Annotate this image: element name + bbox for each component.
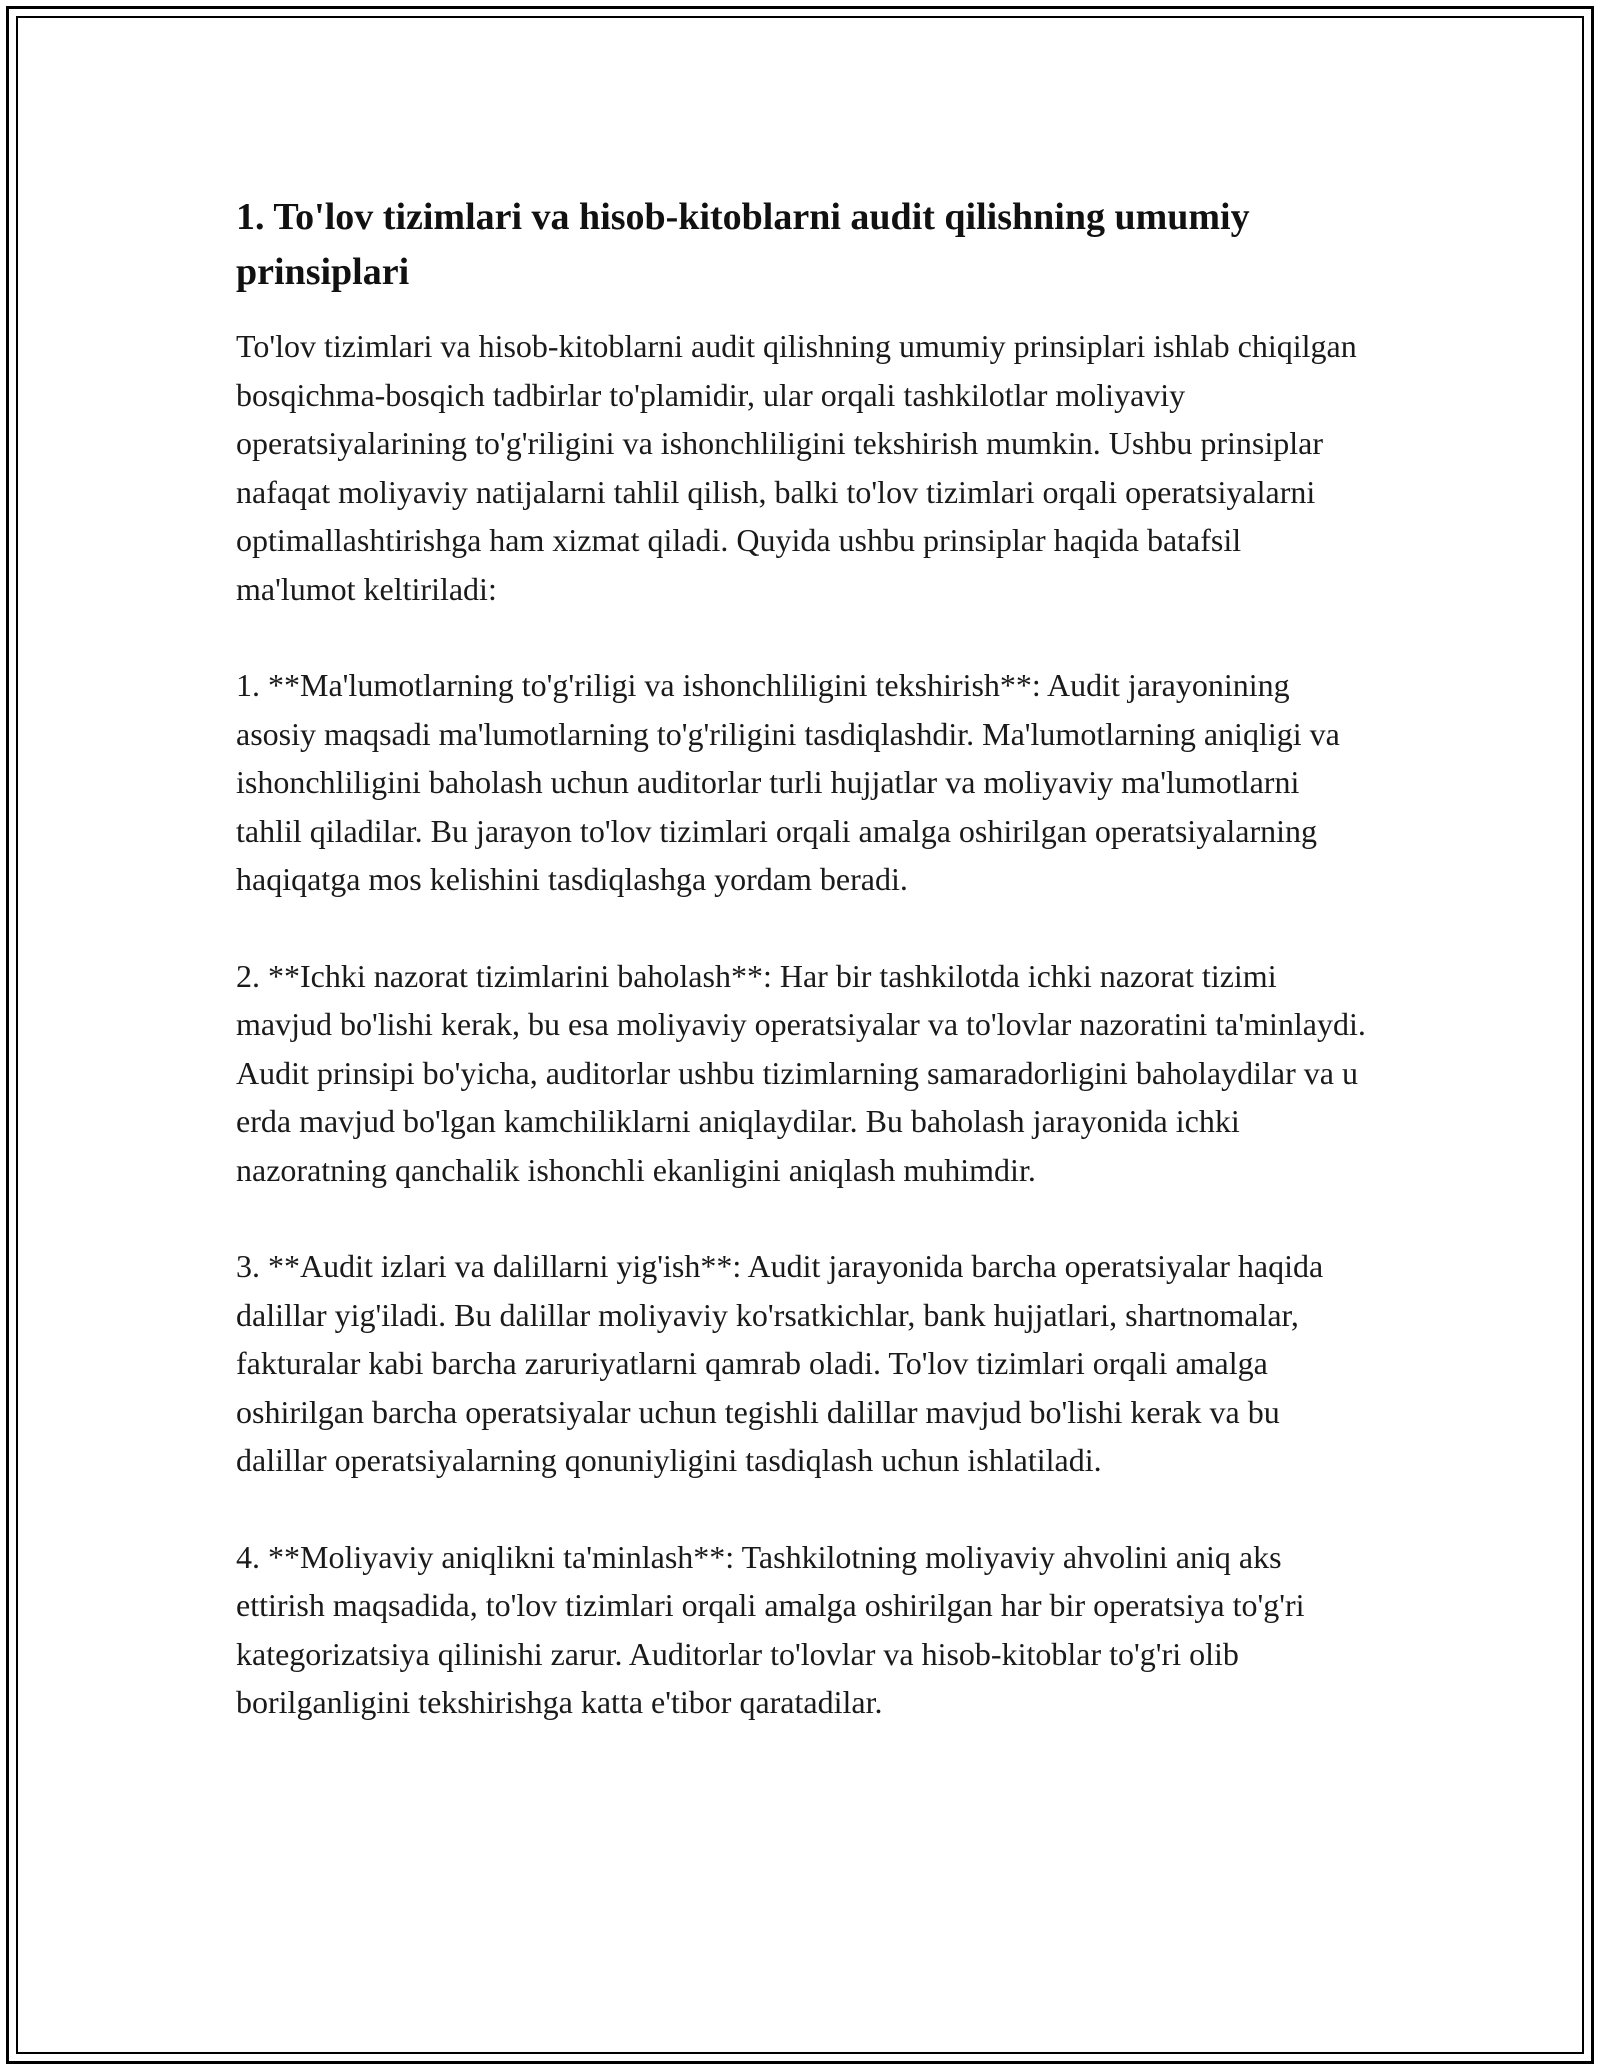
document-body <box>236 190 1366 1775</box>
intro-paragraph: To'lov tizimlari va hisob-kitoblarni audit qilishning umumiy prinsiplari ishlab chiqilgan bosqichma-bosqich tadbirlar to'plamidir, ular orqali tashkilotlar moliyaviy operatsiyalarining to'g'riligini va ishonchliligini tekshirish mumkin. Ushbu prinsiplar nafaqat moliyaviy natijalarni tahlil qilish, balki to'lov tizimlari orqali operatsiyalarni optimallashtirishga ham xizmat qiladi. Quyida ushbu prinsiplar haqida batafsil ma'lumot keltiriladi: <box>236 328 1357 607</box>
principle-paragraph-4: 4. **Moliyaviy aniqlikni ta'minlash**: Tashkilotning moliyaviy ahvolini aniq aks ettirish maqsadida, to'lov tizimlari orqali amalga oshirilgan har bir operatsiya to'g'ri kategorizatsiya qilinishi zarur. Auditorlar to'lovlar va hisob-kitoblar to'g'ri olib borilganligini tekshirishga katta e'tibor qaratadilar. <box>236 1538 1305 1720</box>
section-heading: 1. To'lov tizimlari va hisob-kitoblarni audit qilishning umumiy prinsiplari <box>236 196 1250 293</box>
principle-paragraph-2: 2. **Ichki nazorat tizimlarini baholash**: Har bir tashkilotda ichki nazorat tizimi mavjud bo'lishi kerak, bu esa moliyaviy operatsiyalar va to'lovlar nazoratini ta'minlaydi. Audit prinsipi bo'yicha, auditorlar ushbu tizimlarning samaradorligini baholaydilar va u erda mavjud bo'lgan kamchiliklarni aniqlaydilar. Bu baholash jarayonida ichki nazoratning qanchalik ishonchli ekanligini aniqlash muhimdir. <box>236 957 1366 1188</box>
principle-paragraph-3: 3. **Audit izlari va dalillarni yig'ish**: Audit jarayonida barcha operatsiyalar haqida dalillar yig'iladi. Bu dalillar moliyaviy ko'rsatkichlar, bank hujjatlari, shartnomalar, fakturalar kabi barcha zaruriyatlarni qamrab oladi. To'lov tizimlari orqali amalga oshirilgan barcha operatsiyalar uchun tegishli dalillar mavjud bo'lishi kerak va bu dalillar operatsiyalarning qonuniyligini tasdiqlash uchun ishlatiladi. <box>236 1248 1324 1478</box>
principle-paragraph-1: 1. **Ma'lumotlarning to'g'riligi va ishonchliligini tekshirish**: Audit jarayonining asosiy maqsadi ma'lumotlarning to'g'riligini tasdiqlashdir. Ma'lumotlarning aniqligi va ishonchliligini baholash uchun auditorlar turli hujjatlar va moliyaviy ma'lumotlarni tahlil qiladilar. Bu jarayon to'lov tizimlari orqali amalga oshirilgan operatsiyalarning haqiqatga mos kelishini tasdiqlashga yordam beradi. <box>236 667 1340 897</box>
